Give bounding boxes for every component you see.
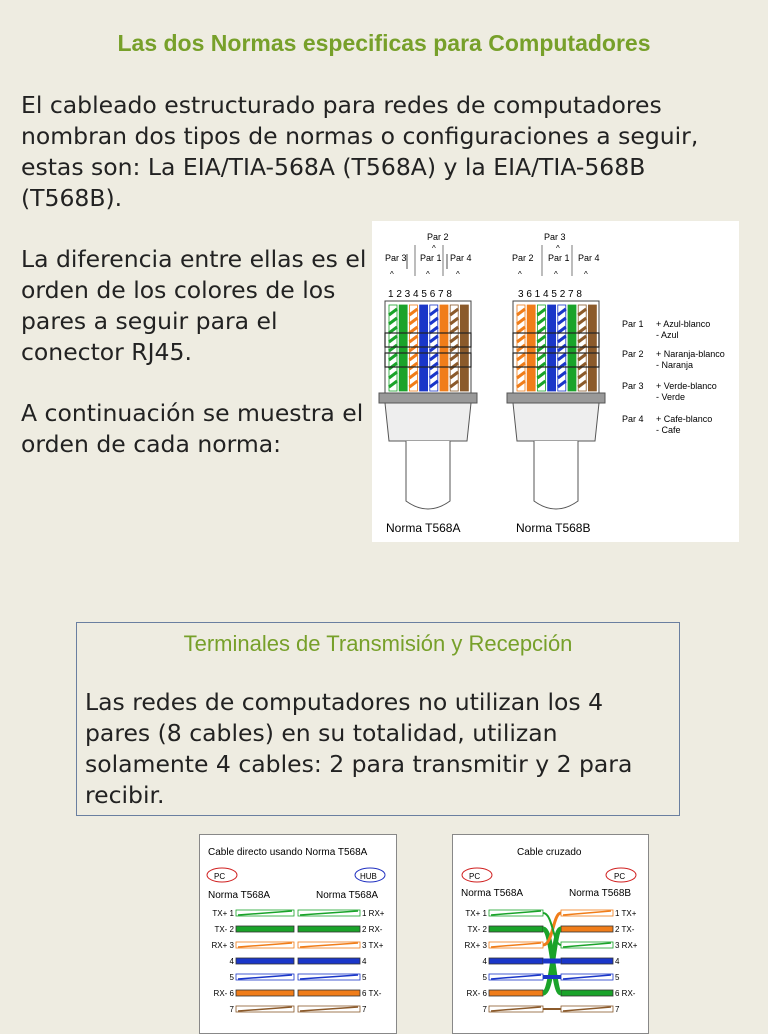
left-pin-1: TX+ 1 bbox=[465, 909, 487, 918]
svg-text:^: ^ bbox=[426, 270, 430, 279]
t568b-label: Norma T568B bbox=[516, 521, 591, 535]
transmission-box bbox=[76, 622, 680, 816]
pair-legend bbox=[622, 319, 725, 435]
svg-text:Par 3: Par 3 bbox=[622, 381, 644, 391]
svg-text:+ Azul-blanco: + Azul-blanco bbox=[656, 319, 711, 329]
b-par3-label: Par 3 bbox=[544, 232, 566, 242]
t568a-label: Norma T568A bbox=[386, 521, 461, 535]
a-par1-label: Par 1 bbox=[420, 253, 442, 263]
b-par1-label: Par 1 bbox=[548, 253, 570, 263]
wire-6 bbox=[568, 305, 576, 391]
cable1-title: Cable directo usando Norma T568A bbox=[208, 847, 368, 858]
wire-8 bbox=[588, 305, 596, 391]
cable1-right-norm: Norma T568A bbox=[316, 890, 379, 901]
svg-text:^: ^ bbox=[554, 270, 558, 279]
rj45-norms-figure bbox=[372, 221, 739, 542]
wire-2 bbox=[527, 305, 535, 391]
left-pin-7: 7 bbox=[229, 1005, 234, 1014]
right-pin-1: 1 TX+ bbox=[615, 909, 637, 918]
right-pin-5: 5 bbox=[615, 973, 620, 982]
a-par2-label: Par 2 bbox=[427, 232, 449, 242]
box-title: Terminales de Transmisión y Recepción bbox=[183, 631, 573, 656]
left-pin-3: RX+ 3 bbox=[464, 941, 487, 950]
right-pin-7: 7 bbox=[362, 1005, 367, 1014]
intro-paragraph: El cableado estructurado para redes de computadores nombran dos tipos de normas o configuraciones a seguir, estas son: La EIA/TIA-568A (T568A) y la EIA/TIA-568B (T568B). bbox=[21, 91, 699, 212]
right-pin-6: 6 RX- bbox=[615, 989, 636, 998]
svg-text:+ Naranja-blanco: + Naranja-blanco bbox=[656, 349, 725, 359]
box-text: Las redes de computadores no utilizan los 4 pares (8 cables) en su totalidad, utilizan solamente 4 cables: 2 para transmitir y 2 para recibir. bbox=[85, 688, 633, 809]
wire-8 bbox=[460, 305, 468, 391]
right-pin-6: 6 TX- bbox=[362, 989, 382, 998]
right-pin-2: 2 TX- bbox=[615, 925, 635, 934]
svg-text:Par 4: Par 4 bbox=[622, 414, 644, 424]
svg-text:^: ^ bbox=[456, 270, 460, 279]
cable2-title: Cable cruzado bbox=[517, 847, 582, 858]
svg-text:- Azul: - Azul bbox=[656, 330, 679, 340]
page-title: Las dos Normas especificas para Computadores bbox=[117, 30, 651, 56]
svg-text:- Naranja: - Naranja bbox=[656, 360, 694, 370]
left-pin-4: 4 bbox=[482, 957, 487, 966]
cable2-left-device: PC bbox=[469, 872, 481, 881]
cable1-left-norm: Norma T568A bbox=[208, 890, 271, 901]
svg-text:^: ^ bbox=[518, 270, 522, 279]
svg-text:Par 1: Par 1 bbox=[622, 319, 644, 329]
cable2-right-device: PC bbox=[614, 872, 626, 881]
right-pin-1: 1 RX+ bbox=[362, 909, 385, 918]
left-pin-2: TX- 2 bbox=[467, 925, 487, 934]
left-pin-2: TX- 2 bbox=[214, 925, 234, 934]
cable1-right-device: HUB bbox=[360, 872, 377, 881]
difference-paragraph: La diferencia entre ellas es el orden de los colores de los pares a seguir para el conector RJ45. bbox=[21, 245, 367, 366]
right-pin-3: 3 TX+ bbox=[362, 941, 384, 950]
a-par3-label: Par 3 bbox=[385, 253, 407, 263]
left-pin-1: TX+ 1 bbox=[212, 909, 234, 918]
b-par4-label: Par 4 bbox=[578, 253, 600, 263]
wire-2 bbox=[399, 305, 407, 391]
svg-text:^: ^ bbox=[584, 270, 588, 279]
cable2-left-norm: Norma T568A bbox=[461, 888, 524, 899]
b-pin-order: 3 6 1 4 5 2 7 8 bbox=[518, 289, 582, 300]
right-pin-2: 2 RX- bbox=[362, 925, 383, 934]
left-pin-5: 5 bbox=[229, 973, 234, 982]
left-pin-4: 4 bbox=[229, 957, 234, 966]
straight-cable-diagram bbox=[199, 834, 397, 1034]
cable2-right-norm: Norma T568B bbox=[569, 888, 632, 899]
left-pin-7: 7 bbox=[482, 1005, 487, 1014]
svg-text:- Verde: - Verde bbox=[656, 392, 686, 402]
left-pin-6: RX- 6 bbox=[466, 989, 487, 998]
left-pin-3: RX+ 3 bbox=[211, 941, 234, 950]
wire-6 bbox=[440, 305, 448, 391]
right-pin-4: 4 bbox=[615, 957, 620, 966]
svg-text:^: ^ bbox=[556, 244, 560, 253]
a-par4-label: Par 4 bbox=[450, 253, 472, 263]
right-pin-5: 5 bbox=[362, 973, 367, 982]
right-pin-3: 3 RX+ bbox=[615, 941, 638, 950]
order-paragraph: A continuación se muestra el orden de cada norma: bbox=[21, 399, 364, 458]
cable1-left-device: PC bbox=[214, 872, 226, 881]
b-par2-label: Par 2 bbox=[512, 253, 534, 263]
crossover-cable-diagram bbox=[452, 834, 649, 1034]
svg-text:+ Verde-blanco: + Verde-blanco bbox=[656, 381, 717, 391]
left-pin-5: 5 bbox=[482, 973, 487, 982]
svg-text:- Cafe: - Cafe bbox=[656, 425, 681, 435]
svg-text:^: ^ bbox=[432, 244, 436, 253]
svg-text:Par 2: Par 2 bbox=[622, 349, 644, 359]
a-pin-order: 1 2 3 4 5 6 7 8 bbox=[388, 289, 452, 300]
right-pin-4: 4 bbox=[362, 957, 367, 966]
left-pin-6: RX- 6 bbox=[213, 989, 234, 998]
svg-text:^: ^ bbox=[390, 270, 394, 279]
right-pin-7: 7 bbox=[615, 1005, 620, 1014]
wire-4 bbox=[420, 305, 428, 391]
wire-4 bbox=[548, 305, 556, 391]
svg-text:+ Cafe-blanco: + Cafe-blanco bbox=[656, 414, 713, 424]
